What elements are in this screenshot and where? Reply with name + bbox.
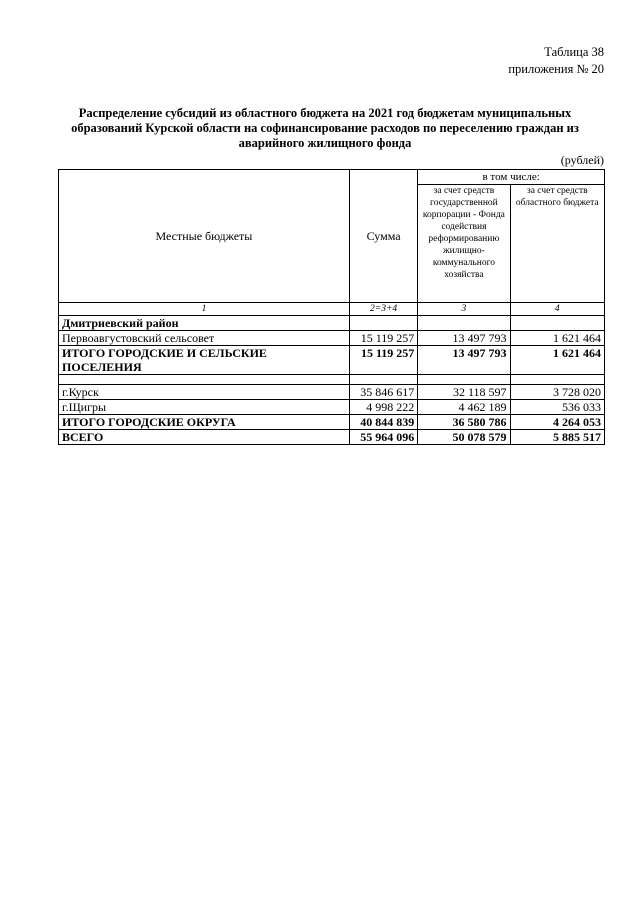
- table-row: [59, 385, 605, 400]
- row-sum: 4 998 222: [349, 400, 417, 415]
- grand-total-name: ВСЕГО: [59, 430, 350, 445]
- total-corp: 13 497 793: [418, 346, 510, 375]
- total-name: ИТОГО ГОРОДСКИЕ И СЕЛЬСКИЕ ПОСЕЛЕНИЯ: [59, 346, 350, 375]
- units-label: (рублей): [560, 153, 604, 167]
- colnum-4: 4: [510, 303, 604, 316]
- row-region: 3 728 020: [510, 385, 604, 400]
- total-region: 4 264 053: [510, 415, 604, 430]
- total-row: [59, 415, 605, 430]
- total-name: ИТОГО ГОРОДСКИЕ ОКРУГА: [59, 415, 350, 430]
- row-corp: 13 497 793: [418, 331, 510, 346]
- header-including: в том числе:: [418, 170, 605, 185]
- table-row: [59, 331, 605, 346]
- row-region: 536 033: [510, 400, 604, 415]
- header-local-budgets: Местные бюджеты: [59, 170, 350, 303]
- table-row: [59, 400, 605, 415]
- header-sum: Сумма: [349, 170, 417, 303]
- total-corp: 36 580 786: [418, 415, 510, 430]
- colnum-3: 3: [418, 303, 510, 316]
- total-sum: 15 119 257: [349, 346, 417, 375]
- colnum-2: 2=3+4: [349, 303, 417, 316]
- row-region: 1 621 464: [510, 331, 604, 346]
- grand-total-region: 5 885 517: [510, 430, 604, 445]
- colnum-1: 1: [59, 303, 350, 316]
- header-regional: за счет средств областного бюджета: [510, 185, 604, 303]
- row-corp: 4 462 189: [418, 400, 510, 415]
- row-sum: 15 119 257: [349, 331, 417, 346]
- row-sum: 35 846 617: [349, 385, 417, 400]
- total-row: [59, 346, 605, 375]
- row-name: Первоавгустовский сельсовет: [59, 331, 350, 346]
- row-corp: 32 118 597: [418, 385, 510, 400]
- grand-total-corp: 50 078 579: [418, 430, 510, 445]
- header-state-corp: за счет средств государственной корпорации - Фонда содействия реформированию жилищно-коммунального хозяйства: [418, 185, 510, 303]
- grand-total-sum: 55 964 096: [349, 430, 417, 445]
- row-name: г.Щигры: [59, 400, 350, 415]
- section-row: [59, 316, 605, 331]
- spacer-row: [59, 375, 605, 385]
- total-region: 1 621 464: [510, 346, 604, 375]
- grand-total-row: [59, 430, 605, 445]
- appendix-number: приложения № 20: [508, 62, 604, 76]
- table-number: Таблица 38: [544, 45, 604, 59]
- subsidy-table: [58, 169, 605, 445]
- section-title: Дмитриевский район: [59, 316, 350, 331]
- row-name: г.Курск: [59, 385, 350, 400]
- document-title: Распределение субсидий из областного бюджета на 2021 год бюджетам муниципальных образований Курской области на софинансирование расходов по переселению граждан из аварийного жилищного фонда: [71, 106, 579, 150]
- total-sum: 40 844 839: [349, 415, 417, 430]
